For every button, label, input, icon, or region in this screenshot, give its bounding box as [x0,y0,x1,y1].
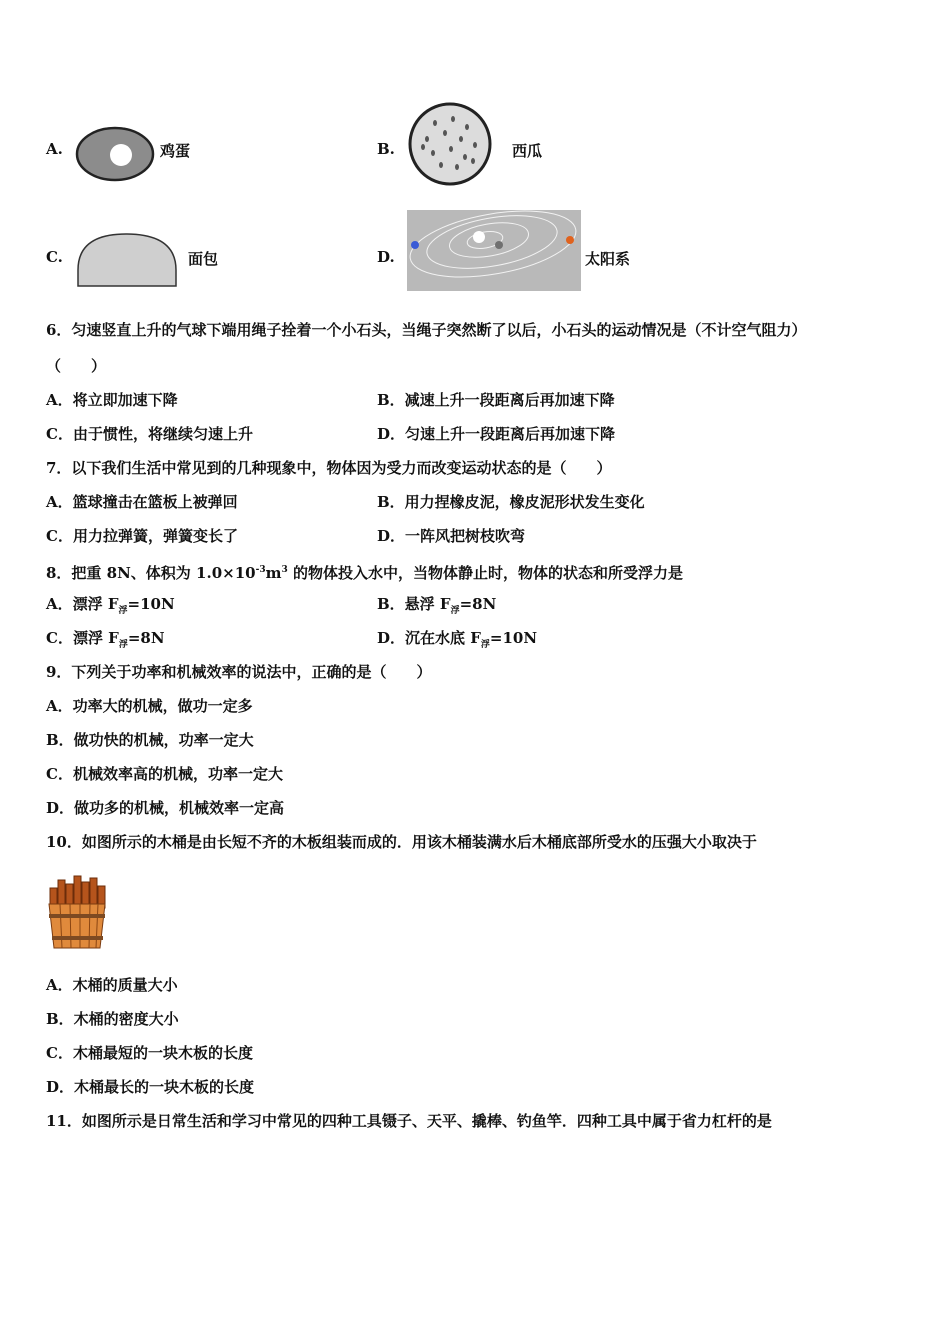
q9-option-c: C．机械效率高的机械，功率一定大 [46,765,283,783]
option-c-letter: C. [46,248,63,266]
q8-option-d: D．沉在水底 $F_浮=10N$ [377,629,538,650]
question-6-blank: （ ） [46,357,107,375]
q6-option-c: C．由于惯性，将继续匀速上升 [46,425,253,443]
q10-option-b: B．木桶的密度大小 [46,1010,179,1028]
question-6-stem: 6．匀速竖直上升的气球下端用绳子拴着一个小石头，当绳子突然断了以后，小石头的运动情况是（不计空气阻力） [46,321,807,339]
q7-option-c: C．用力拉弹簧，弹簧变长了 [46,527,238,545]
option-c-label: 面包 [188,250,219,268]
option-a-letter: A. [46,140,63,158]
q7-option-a: A．篮球撞击在篮板上被弹回 [46,493,238,511]
q10-option-a: A．木桶的质量大小 [46,976,178,994]
q9-option-a: A．功率大的机械，做功一定多 [46,697,253,715]
option-a-label: 鸡蛋 [160,142,191,160]
wooden-bucket-image [46,874,108,952]
q6-option-b: B．减速上升一段距离后再加速下降 [377,391,615,409]
question-10-stem: 10．如图所示的木桶是由长短不齐的木板组装而成的．用该木桶装满水后木桶底部所受水的压强大小取决于 [46,833,757,851]
option-b-label: 西瓜 [512,142,543,160]
q7-option-b: B．用力捏橡皮泥，橡皮泥形状发生变化 [377,493,645,511]
bread-image [74,230,180,290]
question-9-stem: 9．下列关于功率和机械效率的说法中，正确的是（ ） [46,663,432,681]
q7-option-d: D．一阵风把树枝吹弯 [377,527,526,545]
q6-option-a: A．将立即加速下降 [46,391,178,409]
q8-option-b: B．悬浮 $F_浮=8N$ [377,595,497,616]
q6-option-d: D．匀速上升一段距离后再加速下降 [377,425,616,443]
egg-image [74,124,156,184]
option-d-letter: D. [377,248,395,266]
solar-system-image [407,210,581,291]
question-11-stem: 11．如图所示是日常生活和学习中常见的四种工具镊子、天平、撬棒、钓鱼竿．四种工具中属于省力杠杆的是 [46,1112,772,1130]
q9-option-d: D．做功多的机械，机械效率一定高 [46,799,285,817]
watermelon-image [405,101,495,187]
q10-option-d: D．木桶最长的一块木板的长度 [46,1078,255,1096]
q10-option-c: C．木桶最短的一块木板的长度 [46,1044,253,1062]
option-d-label: 太阳系 [585,250,631,268]
question-8-stem: 8．把重 8N、体积为 $1.0\times 10^{-3}m^3$ 的物体投入水中，当物体静止时，物体的状态和所受浮力是 [46,564,683,582]
q8-option-a: A．漂浮 $F_浮=10N$ [46,595,175,616]
option-b-letter: B. [377,140,395,158]
q9-option-b: B．做功快的机械，功率一定大 [46,731,254,749]
question-7-stem: 7．以下我们生活中常见到的几种现象中，物体因为受力而改变运动状态的是（ ） [46,459,612,477]
q8-option-c: C．漂浮 $F_浮=8N$ [46,629,165,650]
